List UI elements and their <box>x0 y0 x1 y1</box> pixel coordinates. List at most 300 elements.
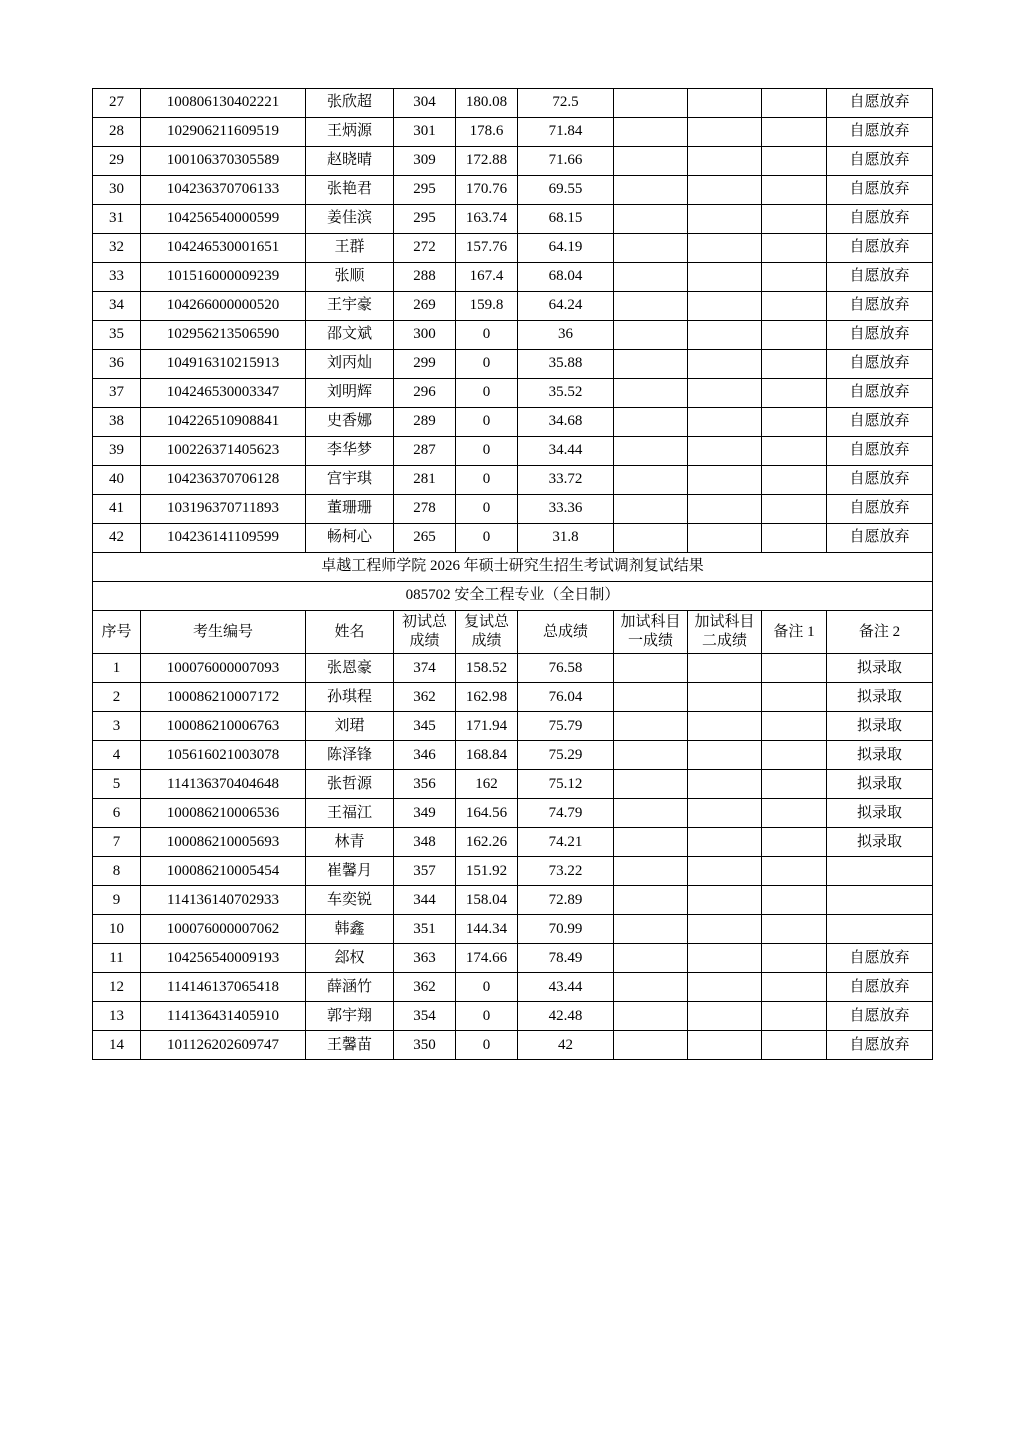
cell-index: 10 <box>93 915 141 944</box>
cell-total-score: 78.49 <box>518 944 614 973</box>
cell-remark-2: 拟录取 <box>827 712 933 741</box>
cell-remark-2: 拟录取 <box>827 828 933 857</box>
table-row <box>93 828 933 857</box>
cell-name: 刘明辉 <box>306 379 394 408</box>
cell-extra-subject-1 <box>614 654 688 683</box>
cell-retest-score: 178.6 <box>456 118 518 147</box>
cell-extra-subject-1 <box>614 176 688 205</box>
cell-first-exam-score: 345 <box>394 712 456 741</box>
cell-extra-subject-1 <box>614 379 688 408</box>
cell-retest-score: 144.34 <box>456 915 518 944</box>
cell-retest-score: 162.98 <box>456 683 518 712</box>
cell-remark-2: 拟录取 <box>827 799 933 828</box>
cell-exam-number: 102906211609519 <box>141 118 306 147</box>
table-row <box>93 292 933 321</box>
cell-index: 36 <box>93 350 141 379</box>
cell-remark-1 <box>762 205 827 234</box>
cell-extra-subject-1 <box>614 321 688 350</box>
table-body-bottom <box>93 654 933 1060</box>
cell-name: 王群 <box>306 234 394 263</box>
table-row <box>93 973 933 1002</box>
cell-extra-subject-1 <box>614 886 688 915</box>
cell-index: 29 <box>93 147 141 176</box>
cell-extra-subject-1 <box>614 205 688 234</box>
table-row <box>93 886 933 915</box>
cell-index: 12 <box>93 973 141 1002</box>
major-label: 085702 安全工程专业（全日制） <box>93 582 933 611</box>
cell-total-score: 75.79 <box>518 712 614 741</box>
table-row <box>93 379 933 408</box>
cell-index: 41 <box>93 495 141 524</box>
cell-remark-2: 自愿放弃 <box>827 408 933 437</box>
cell-index: 31 <box>93 205 141 234</box>
cell-name: 张顺 <box>306 263 394 292</box>
cell-first-exam-score: 265 <box>394 524 456 553</box>
cell-remark-1 <box>762 292 827 321</box>
cell-extra-subject-1 <box>614 799 688 828</box>
cell-first-exam-score: 356 <box>394 770 456 799</box>
cell-extra-subject-1 <box>614 408 688 437</box>
cell-retest-score: 158.52 <box>456 654 518 683</box>
cell-extra-subject-1 <box>614 350 688 379</box>
cell-total-score: 68.15 <box>518 205 614 234</box>
cell-exam-number: 100076000007062 <box>141 915 306 944</box>
cell-index: 38 <box>93 408 141 437</box>
cell-remark-1 <box>762 495 827 524</box>
table-row <box>93 321 933 350</box>
cell-index: 27 <box>93 89 141 118</box>
cell-name: 张欣超 <box>306 89 394 118</box>
cell-retest-score: 180.08 <box>456 89 518 118</box>
cell-extra-subject-2 <box>688 176 762 205</box>
cell-index: 34 <box>93 292 141 321</box>
cell-total-score: 76.04 <box>518 683 614 712</box>
cell-exam-number: 104916310215913 <box>141 350 306 379</box>
table-row <box>93 944 933 973</box>
cell-extra-subject-1 <box>614 712 688 741</box>
cell-total-score: 75.12 <box>518 770 614 799</box>
cell-retest-score: 158.04 <box>456 886 518 915</box>
cell-remark-2: 自愿放弃 <box>827 524 933 553</box>
cell-extra-subject-2 <box>688 292 762 321</box>
column-header-remark-2: 备注 2 <box>827 611 933 654</box>
cell-index: 33 <box>93 263 141 292</box>
cell-first-exam-score: 354 <box>394 1002 456 1031</box>
cell-first-exam-score: 362 <box>394 683 456 712</box>
cell-extra-subject-2 <box>688 915 762 944</box>
cell-name: 孙琪程 <box>306 683 394 712</box>
cell-name: 王宇豪 <box>306 292 394 321</box>
cell-extra-subject-1 <box>614 89 688 118</box>
cell-remark-1 <box>762 263 827 292</box>
cell-remark-1 <box>762 350 827 379</box>
cell-first-exam-score: 299 <box>394 350 456 379</box>
cell-exam-number: 104256540000599 <box>141 205 306 234</box>
cell-extra-subject-1 <box>614 973 688 1002</box>
cell-exam-number: 100086210006763 <box>141 712 306 741</box>
cell-extra-subject-2 <box>688 1002 762 1031</box>
cell-name: 陈泽锋 <box>306 741 394 770</box>
cell-first-exam-score: 281 <box>394 466 456 495</box>
cell-first-exam-score: 348 <box>394 828 456 857</box>
cell-extra-subject-2 <box>688 350 762 379</box>
cell-total-score: 70.99 <box>518 915 614 944</box>
cell-name: 王福江 <box>306 799 394 828</box>
table-body-section <box>93 553 933 654</box>
cell-remark-2: 自愿放弃 <box>827 437 933 466</box>
table-row <box>93 205 933 234</box>
cell-index: 40 <box>93 466 141 495</box>
cell-total-score: 34.68 <box>518 408 614 437</box>
table-row <box>93 524 933 553</box>
cell-extra-subject-1 <box>614 944 688 973</box>
cell-exam-number: 102956213506590 <box>141 321 306 350</box>
cell-first-exam-score: 363 <box>394 944 456 973</box>
cell-name: 车奕锐 <box>306 886 394 915</box>
cell-retest-score: 0 <box>456 379 518 408</box>
table-row <box>93 263 933 292</box>
table-row <box>93 1002 933 1031</box>
cell-exam-number: 101516000009239 <box>141 263 306 292</box>
cell-remark-1 <box>762 857 827 886</box>
cell-index: 37 <box>93 379 141 408</box>
cell-extra-subject-1 <box>614 147 688 176</box>
column-header-total-score: 总成绩 <box>518 611 614 654</box>
cell-remark-1 <box>762 770 827 799</box>
cell-exam-number: 100086210007172 <box>141 683 306 712</box>
cell-extra-subject-1 <box>614 857 688 886</box>
cell-name: 郐权 <box>306 944 394 973</box>
cell-first-exam-score: 269 <box>394 292 456 321</box>
cell-extra-subject-2 <box>688 828 762 857</box>
cell-first-exam-score: 295 <box>394 205 456 234</box>
cell-first-exam-score: 289 <box>394 408 456 437</box>
cell-index: 14 <box>93 1031 141 1060</box>
cell-name: 韩鑫 <box>306 915 394 944</box>
cell-retest-score: 0 <box>456 524 518 553</box>
cell-remark-1 <box>762 147 827 176</box>
cell-retest-score: 157.76 <box>456 234 518 263</box>
cell-name: 董珊珊 <box>306 495 394 524</box>
cell-total-score: 43.44 <box>518 973 614 1002</box>
cell-first-exam-score: 296 <box>394 379 456 408</box>
cell-exam-number: 104226510908841 <box>141 408 306 437</box>
cell-extra-subject-2 <box>688 944 762 973</box>
cell-index: 11 <box>93 944 141 973</box>
cell-total-score: 76.58 <box>518 654 614 683</box>
cell-first-exam-score: 301 <box>394 118 456 147</box>
section-title-row <box>93 553 933 582</box>
table-row <box>93 408 933 437</box>
cell-remark-1 <box>762 741 827 770</box>
cell-remark-1 <box>762 654 827 683</box>
cell-retest-score: 0 <box>456 350 518 379</box>
cell-extra-subject-2 <box>688 712 762 741</box>
cell-index: 28 <box>93 118 141 147</box>
cell-retest-score: 167.4 <box>456 263 518 292</box>
column-header-index: 序号 <box>93 611 141 654</box>
cell-remark-2: 自愿放弃 <box>827 118 933 147</box>
cell-retest-score: 159.8 <box>456 292 518 321</box>
cell-remark-1 <box>762 321 827 350</box>
cell-remark-1 <box>762 437 827 466</box>
cell-remark-2 <box>827 915 933 944</box>
cell-exam-number: 104246530001651 <box>141 234 306 263</box>
cell-name: 邵文斌 <box>306 321 394 350</box>
cell-remark-1 <box>762 886 827 915</box>
cell-first-exam-score: 309 <box>394 147 456 176</box>
column-header-name: 姓名 <box>306 611 394 654</box>
cell-name: 张艳君 <box>306 176 394 205</box>
cell-retest-score: 0 <box>456 437 518 466</box>
table-header-row <box>93 611 933 654</box>
table-row <box>93 770 933 799</box>
cell-index: 8 <box>93 857 141 886</box>
cell-first-exam-score: 374 <box>394 654 456 683</box>
cell-name: 畅柯心 <box>306 524 394 553</box>
cell-retest-score: 171.94 <box>456 712 518 741</box>
cell-remark-2: 自愿放弃 <box>827 147 933 176</box>
cell-first-exam-score: 362 <box>394 973 456 1002</box>
cell-extra-subject-2 <box>688 1031 762 1060</box>
cell-first-exam-score: 349 <box>394 799 456 828</box>
cell-first-exam-score: 300 <box>394 321 456 350</box>
cell-extra-subject-1 <box>614 466 688 495</box>
cell-remark-1 <box>762 915 827 944</box>
table-row <box>93 234 933 263</box>
column-header-retest-score: 复试总成绩 <box>456 611 518 654</box>
cell-name: 赵晓晴 <box>306 147 394 176</box>
cell-exam-number: 104256540009193 <box>141 944 306 973</box>
cell-extra-subject-2 <box>688 147 762 176</box>
cell-extra-subject-1 <box>614 1031 688 1060</box>
cell-extra-subject-1 <box>614 741 688 770</box>
cell-index: 2 <box>93 683 141 712</box>
cell-index: 39 <box>93 437 141 466</box>
cell-exam-number: 104266000000520 <box>141 292 306 321</box>
cell-index: 42 <box>93 524 141 553</box>
cell-first-exam-score: 287 <box>394 437 456 466</box>
cell-index: 35 <box>93 321 141 350</box>
cell-total-score: 75.29 <box>518 741 614 770</box>
cell-name: 刘丙灿 <box>306 350 394 379</box>
cell-index: 9 <box>93 886 141 915</box>
cell-retest-score: 0 <box>456 408 518 437</box>
cell-exam-number: 104246530003347 <box>141 379 306 408</box>
cell-extra-subject-2 <box>688 973 762 1002</box>
cell-extra-subject-2 <box>688 495 762 524</box>
cell-extra-subject-1 <box>614 437 688 466</box>
cell-extra-subject-2 <box>688 234 762 263</box>
cell-first-exam-score: 295 <box>394 176 456 205</box>
results-table <box>92 88 933 1060</box>
cell-index: 32 <box>93 234 141 263</box>
cell-remark-1 <box>762 89 827 118</box>
cell-remark-1 <box>762 524 827 553</box>
cell-extra-subject-2 <box>688 886 762 915</box>
cell-exam-number: 104236370706133 <box>141 176 306 205</box>
cell-exam-number: 100076000007093 <box>141 654 306 683</box>
cell-total-score: 64.19 <box>518 234 614 263</box>
table-body-top <box>93 89 933 553</box>
cell-total-score: 36 <box>518 321 614 350</box>
cell-extra-subject-2 <box>688 379 762 408</box>
cell-remark-1 <box>762 683 827 712</box>
table-row <box>93 683 933 712</box>
cell-extra-subject-1 <box>614 292 688 321</box>
cell-first-exam-score: 357 <box>394 857 456 886</box>
cell-retest-score: 0 <box>456 495 518 524</box>
cell-index: 13 <box>93 1002 141 1031</box>
cell-retest-score: 162 <box>456 770 518 799</box>
cell-remark-1 <box>762 712 827 741</box>
cell-extra-subject-1 <box>614 828 688 857</box>
cell-exam-number: 114136370404648 <box>141 770 306 799</box>
cell-name: 刘珺 <box>306 712 394 741</box>
cell-first-exam-score: 346 <box>394 741 456 770</box>
cell-exam-number: 104236370706128 <box>141 466 306 495</box>
cell-retest-score: 0 <box>456 321 518 350</box>
cell-total-score: 69.55 <box>518 176 614 205</box>
cell-remark-2: 自愿放弃 <box>827 1031 933 1060</box>
cell-extra-subject-1 <box>614 118 688 147</box>
cell-name: 林青 <box>306 828 394 857</box>
cell-retest-score: 0 <box>456 973 518 1002</box>
cell-exam-number: 100086210006536 <box>141 799 306 828</box>
cell-remark-2: 自愿放弃 <box>827 466 933 495</box>
table-row <box>93 176 933 205</box>
cell-exam-number: 103196370711893 <box>141 495 306 524</box>
cell-extra-subject-2 <box>688 857 762 886</box>
cell-remark-1 <box>762 379 827 408</box>
cell-remark-1 <box>762 1002 827 1031</box>
table-row <box>93 437 933 466</box>
cell-exam-number: 104236141109599 <box>141 524 306 553</box>
cell-extra-subject-1 <box>614 234 688 263</box>
cell-remark-2: 自愿放弃 <box>827 1002 933 1031</box>
cell-total-score: 72.89 <box>518 886 614 915</box>
cell-retest-score: 164.56 <box>456 799 518 828</box>
table-row <box>93 466 933 495</box>
cell-retest-score: 170.76 <box>456 176 518 205</box>
cell-remark-1 <box>762 118 827 147</box>
cell-total-score: 72.5 <box>518 89 614 118</box>
cell-total-score: 42.48 <box>518 1002 614 1031</box>
cell-first-exam-score: 350 <box>394 1031 456 1060</box>
cell-remark-2: 自愿放弃 <box>827 205 933 234</box>
cell-remark-2: 自愿放弃 <box>827 495 933 524</box>
cell-remark-2: 自愿放弃 <box>827 944 933 973</box>
column-header-exam-number: 考生编号 <box>141 611 306 654</box>
table-row <box>93 915 933 944</box>
cell-total-score: 71.84 <box>518 118 614 147</box>
table-row <box>93 654 933 683</box>
cell-name: 王炳源 <box>306 118 394 147</box>
table-row <box>93 741 933 770</box>
cell-exam-number: 100086210005454 <box>141 857 306 886</box>
cell-total-score: 74.79 <box>518 799 614 828</box>
cell-index: 5 <box>93 770 141 799</box>
table-row <box>93 147 933 176</box>
cell-exam-number: 100106370305589 <box>141 147 306 176</box>
cell-extra-subject-2 <box>688 408 762 437</box>
cell-index: 4 <box>93 741 141 770</box>
cell-remark-2 <box>827 886 933 915</box>
cell-retest-score: 172.88 <box>456 147 518 176</box>
cell-remark-2: 自愿放弃 <box>827 379 933 408</box>
cell-total-score: 34.44 <box>518 437 614 466</box>
cell-retest-score: 0 <box>456 1002 518 1031</box>
cell-total-score: 33.72 <box>518 466 614 495</box>
cell-extra-subject-2 <box>688 770 762 799</box>
table-row <box>93 799 933 828</box>
table-row <box>93 350 933 379</box>
table-row <box>93 1031 933 1060</box>
cell-index: 7 <box>93 828 141 857</box>
cell-remark-2: 自愿放弃 <box>827 89 933 118</box>
cell-name: 张恩豪 <box>306 654 394 683</box>
cell-retest-score: 162.26 <box>456 828 518 857</box>
cell-remark-1 <box>762 973 827 1002</box>
cell-remark-2: 自愿放弃 <box>827 263 933 292</box>
cell-retest-score: 0 <box>456 1031 518 1060</box>
cell-extra-subject-1 <box>614 524 688 553</box>
cell-retest-score: 163.74 <box>456 205 518 234</box>
table-row <box>93 857 933 886</box>
cell-exam-number: 114136431405910 <box>141 1002 306 1031</box>
cell-extra-subject-2 <box>688 654 762 683</box>
cell-extra-subject-1 <box>614 1002 688 1031</box>
cell-total-score: 71.66 <box>518 147 614 176</box>
cell-remark-2: 拟录取 <box>827 770 933 799</box>
cell-name: 姜佳滨 <box>306 205 394 234</box>
cell-extra-subject-2 <box>688 205 762 234</box>
cell-name: 李华梦 <box>306 437 394 466</box>
cell-exam-number: 114136140702933 <box>141 886 306 915</box>
cell-total-score: 68.04 <box>518 263 614 292</box>
cell-remark-2: 自愿放弃 <box>827 176 933 205</box>
cell-remark-1 <box>762 799 827 828</box>
cell-remark-2: 自愿放弃 <box>827 321 933 350</box>
cell-remark-2 <box>827 857 933 886</box>
cell-retest-score: 168.84 <box>456 741 518 770</box>
cell-name: 薛涵竹 <box>306 973 394 1002</box>
major-row <box>93 582 933 611</box>
cell-remark-2: 自愿放弃 <box>827 350 933 379</box>
cell-remark-2: 拟录取 <box>827 654 933 683</box>
cell-extra-subject-2 <box>688 118 762 147</box>
cell-extra-subject-1 <box>614 495 688 524</box>
cell-remark-2: 拟录取 <box>827 683 933 712</box>
cell-total-score: 33.36 <box>518 495 614 524</box>
cell-first-exam-score: 288 <box>394 263 456 292</box>
cell-name: 宫宇琪 <box>306 466 394 495</box>
cell-exam-number: 105616021003078 <box>141 741 306 770</box>
cell-total-score: 42 <box>518 1031 614 1060</box>
cell-exam-number: 100226371405623 <box>141 437 306 466</box>
cell-remark-1 <box>762 408 827 437</box>
cell-extra-subject-1 <box>614 683 688 712</box>
cell-retest-score: 174.66 <box>456 944 518 973</box>
cell-extra-subject-1 <box>614 263 688 292</box>
cell-remark-1 <box>762 234 827 263</box>
cell-total-score: 35.88 <box>518 350 614 379</box>
table-row <box>93 712 933 741</box>
cell-first-exam-score: 272 <box>394 234 456 263</box>
cell-total-score: 73.22 <box>518 857 614 886</box>
cell-name: 崔馨月 <box>306 857 394 886</box>
cell-remark-1 <box>762 944 827 973</box>
